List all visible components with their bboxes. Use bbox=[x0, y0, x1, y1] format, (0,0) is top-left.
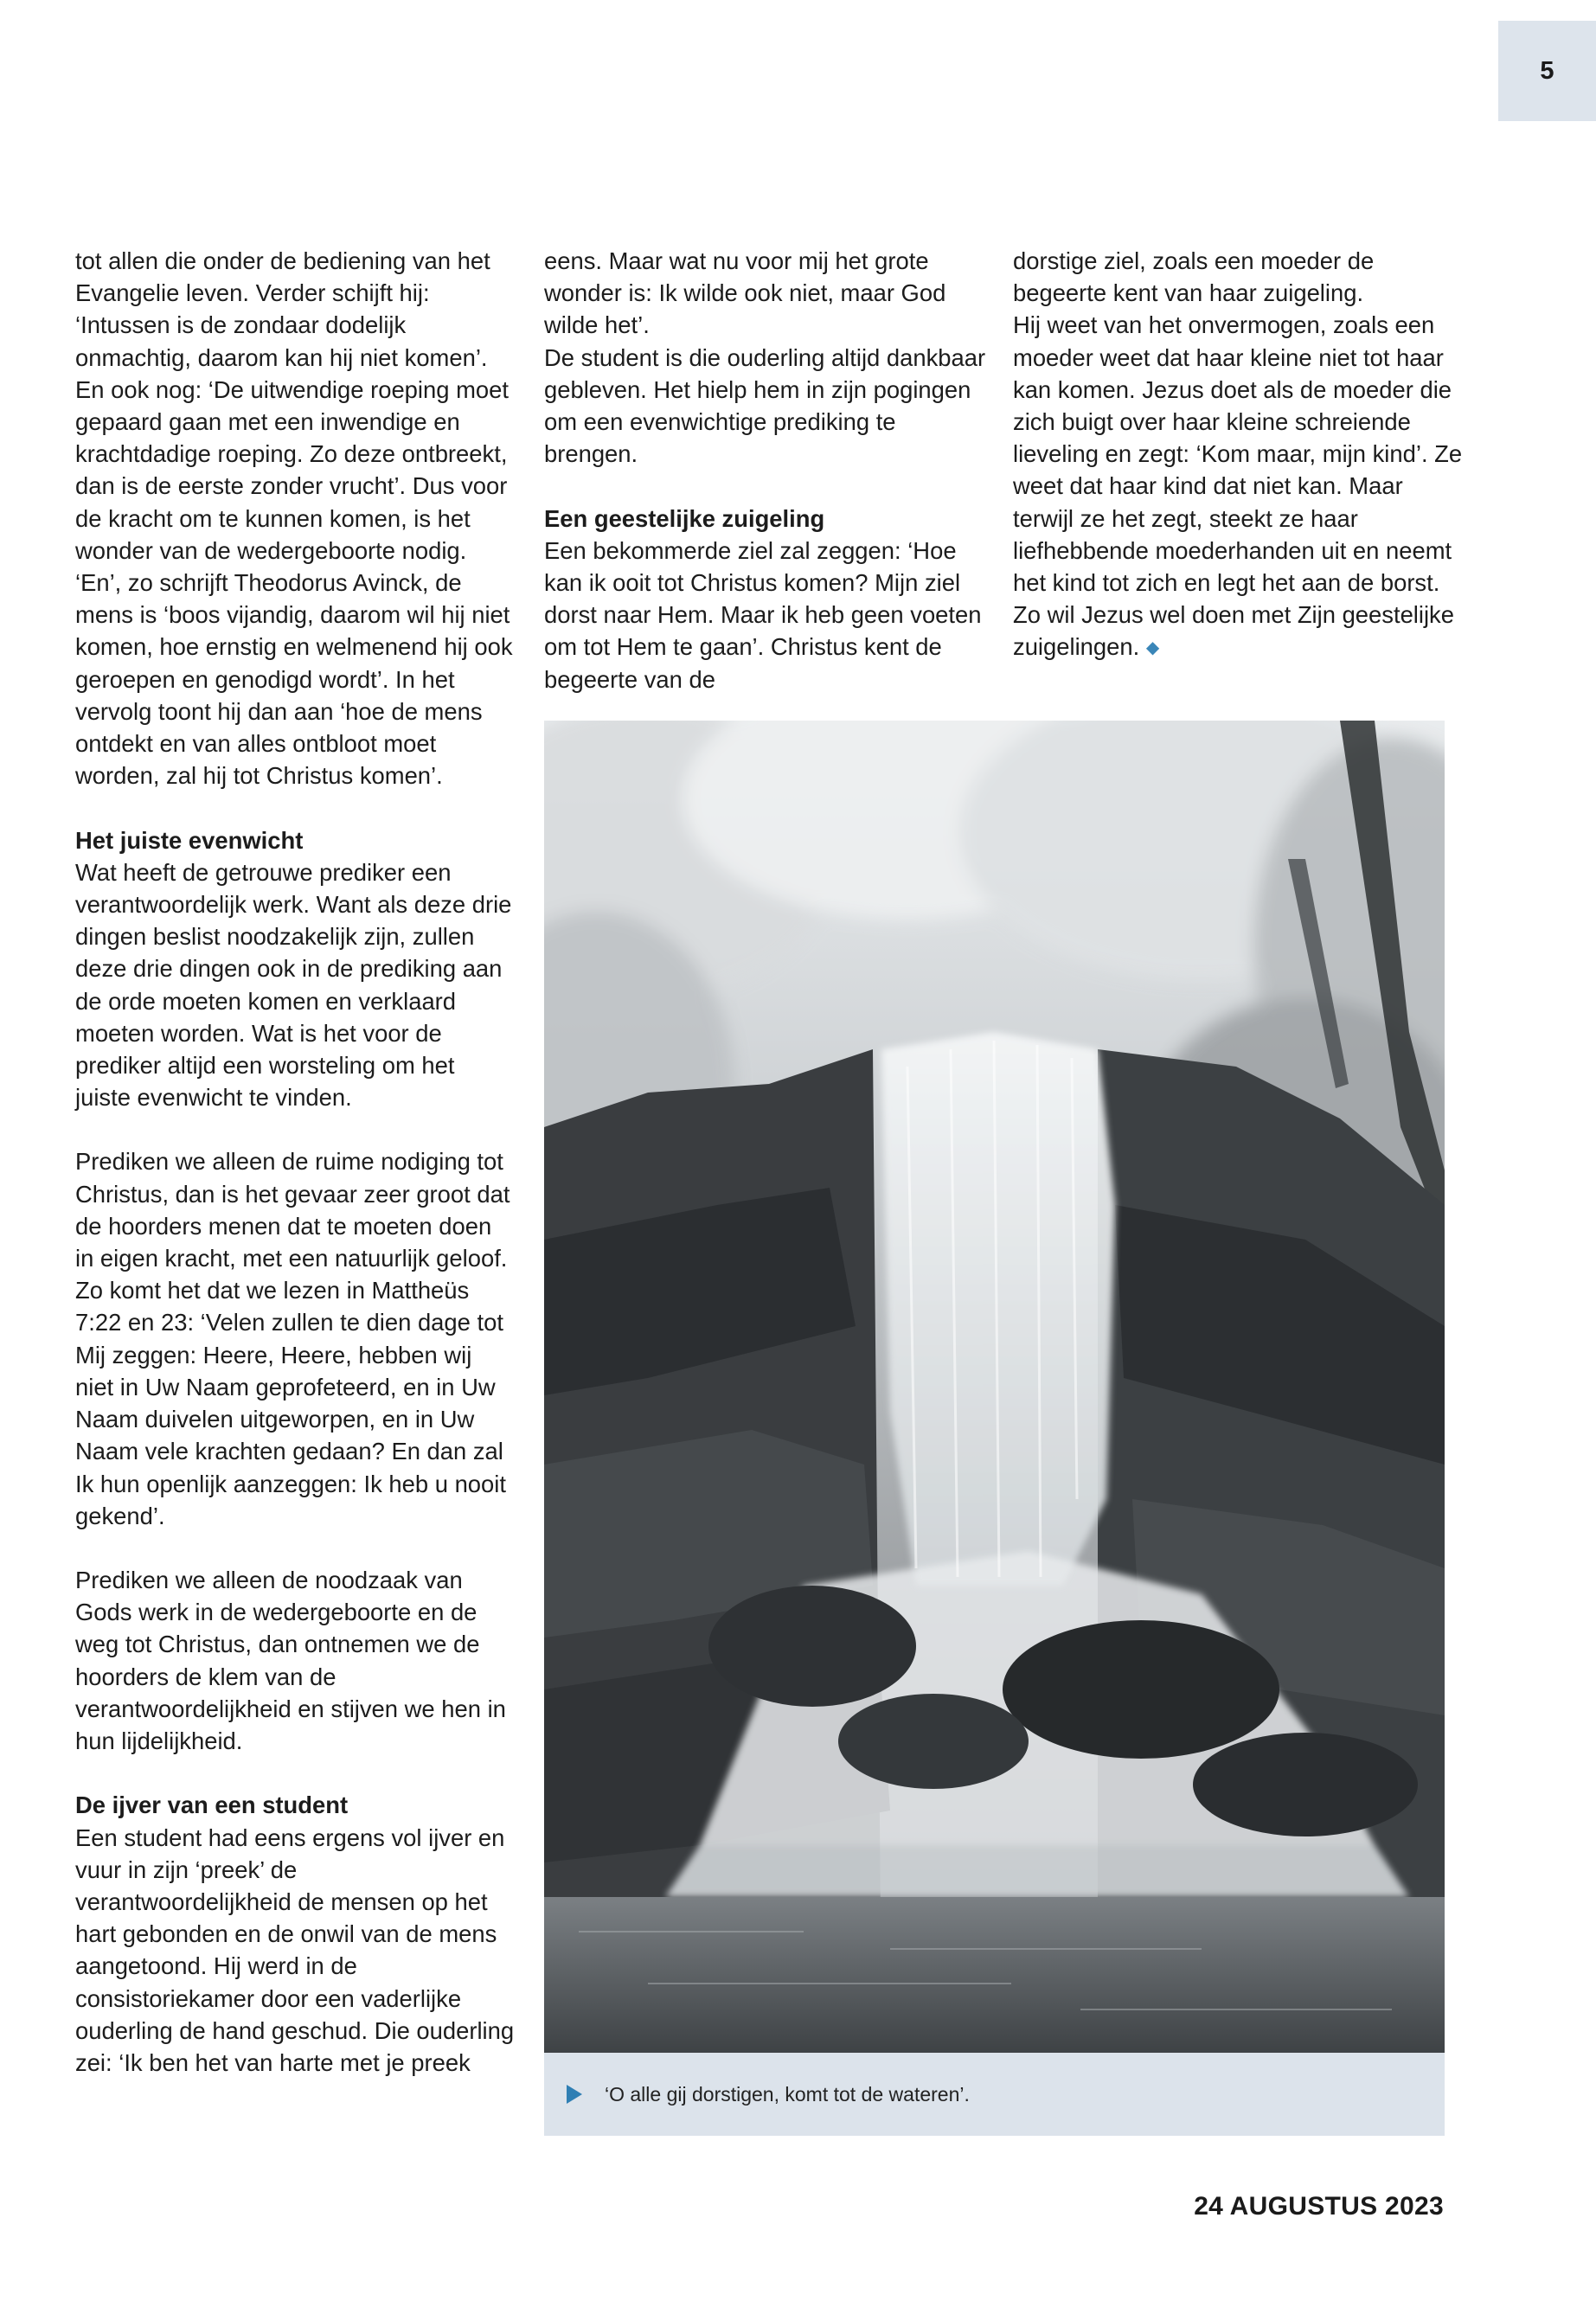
page-number-tab bbox=[1498, 21, 1596, 121]
subheading: Het juiste evenwicht bbox=[75, 826, 304, 854]
paragraph-text: Hij weet van het onvermogen, zoals een moeder weet dat haar kleine niet tot haar kan komen. Jezus doet als de moeder die zich buigt over haar kleine schreiende lieveling en zegt: ‘Kom maar, mijn kind’. Ze weet dat haar kind dat niet kan. Maar terwijl ze het zegt, steekt ze haar liefhebbende moederhanden uit en neemt het kind tot zich en legt het aan de borst. Zo wil Jezus wel doen met Zijn geestelijke zuigelingen. bbox=[1013, 311, 1463, 661]
text-column-1 bbox=[75, 245, 516, 2079]
issue-date: 24 AUGUSTUS 2023 bbox=[1194, 2192, 1444, 2221]
paragraph: eens. Maar wat nu voor mij het grote wonder is: Ik wilde ook niet, maar God wilde het’. bbox=[544, 247, 946, 339]
text-column-2 bbox=[544, 245, 987, 695]
photo-caption bbox=[544, 2053, 1445, 2136]
page-number: 5 bbox=[1540, 56, 1554, 85]
caption-text: ‘O alle gij dorstigen, komt tot de wateren’. bbox=[605, 2082, 970, 2106]
paragraph: dorstige ziel, zoals een moeder de begeerte kent van haar zuigeling. bbox=[1013, 247, 1375, 307]
paragraph bbox=[1013, 309, 1463, 664]
paragraph: tot allen die onder de bediening van het Evangelie leven. Verder schijft hij: ‘Intussen is de zondaar dodelijk onmachtig, daarom kan hij niet komen’. En ook nog: ‘De uitwendige roeping moet gepaard gaan met een inwendige en krachtdadige roeping. Zo deze ontbreekt, dan is de eerste zonder vrucht’. Dus voor de kracht om te kunnen komen, is het wonder van de wedergeboorte nodig. ‘En’, zo schrijft Theodorus Avinck, de mens is ‘boos vijandig, daarom wil hij niet komen, hoe ernstig en welmenend hij ook geroepen en genodigd wordt’. In het vervolg toont hij dan aan ‘hoe de mens ontdekt en van alles ontbloot moet worden, zal hij tot Christus komen’. bbox=[75, 247, 513, 790]
subheading: Een geestelijke zuigeling bbox=[544, 504, 825, 532]
paragraph: Een bekommerde ziel zal zeggen: ‘Hoe kan ik ooit tot Christus komen? Mijn ziel dorst naar Hem. Maar ik heb geen voeten om tot Hem te gaan’. Christus kent de begeerte van de bbox=[544, 536, 982, 693]
paragraph: De student is die ouderling altijd dankbaar gebleven. Het hielp hem in zijn pogingen om een evenwichtige prediking te brengen. bbox=[544, 343, 986, 468]
paragraph: Wat heeft de getrouwe prediker een verantwoordelijk werk. Want als deze drie dingen beslist noodzakelijk zijn, zullen deze drie dingen ook in de prediking aan de orde moeten komen en verklaard moeten worden. Wat is het voor de prediker altijd een worsteling om het juiste evenwicht te vinden. bbox=[75, 858, 512, 1112]
paragraph: Prediken we alleen de ruime nodiging tot Christus, dan is het gevaar zeer groot dat de hoorders menen dat te moeten doen in eigen kracht, met een natuurlijk geloof. Zo komt het dat we lezen in Mattheüs 7:22 en 23: ‘Velen zullen te dien dage tot Mij zeggen: Heere, Heere, hebben wij niet in Uw Naam geprofeteerd, en in Uw Naam duivelen uitgeworpen, en in Uw Naam vele krachten gedaan? En dan zal Ik hun openlijk aanzeggen: Ik heb u nooit gekend’. bbox=[75, 1148, 510, 1529]
paragraph: Een student had eens ergens vol ijver en vuur in zijn ‘preek’ de verantwoordelijkheid de mensen op het hart gebonden en de onwil van de mens aangetoond. Hij werd in de consistoriekamer door een vaderlijke ouderling de hand geschud. Die ouderling zei: ‘Ik ben het van harte met je preek bbox=[75, 1823, 515, 2076]
waterfall-photo bbox=[544, 721, 1445, 2053]
end-mark-icon: ◆ bbox=[1145, 638, 1160, 658]
paragraph: Prediken we alleen de noodzaak van Gods werk in de wedergeboorte en de weg tot Christus, dan ontnemen we de hoorders de klem van de verantwoordelijkheid en stijven we hen in hun lijdelijkheid. bbox=[75, 1566, 506, 1754]
play-triangle-icon bbox=[567, 2085, 582, 2104]
text-column-3 bbox=[1013, 245, 1463, 665]
subheading: De ijver van een student bbox=[75, 1791, 349, 1819]
